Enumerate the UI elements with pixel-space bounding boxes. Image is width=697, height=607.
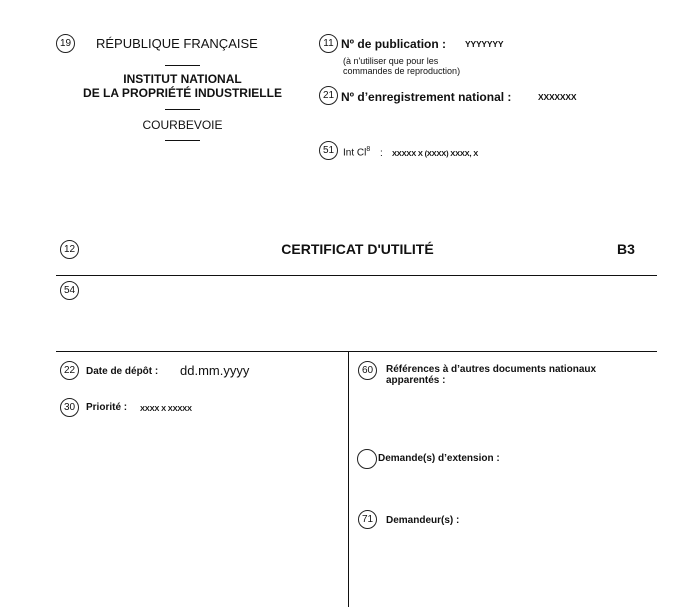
filing-date-label: Date de dépôt : bbox=[86, 366, 159, 377]
institute-line-1: INSTITUT NATIONAL bbox=[123, 72, 242, 86]
inid-code-22: 22 bbox=[60, 361, 79, 380]
inid-code-11: 11 bbox=[319, 34, 338, 53]
document-kind-code: B3 bbox=[617, 241, 635, 257]
divider-institute bbox=[165, 109, 200, 110]
title-rule bbox=[56, 275, 657, 276]
publication-note-line-2: commandes de reproduction) bbox=[343, 66, 461, 76]
document-title: CERTIFICAT D'UTILITÉ bbox=[281, 241, 434, 257]
divider-city bbox=[165, 140, 200, 141]
inid-code-51: 51 bbox=[319, 141, 338, 160]
int-cl-value: XXXXX X (XXXX) XXXX, X bbox=[392, 149, 479, 158]
references-label-line-1: Références à d’autres documents nationaux bbox=[386, 364, 597, 375]
priority-value: XXXX X XXXXX bbox=[140, 404, 192, 413]
column-divider bbox=[348, 352, 349, 607]
int-cl-label: Int Cl$^8$ bbox=[343, 146, 371, 159]
inid-code-54: 54 bbox=[60, 281, 79, 300]
office-city: COURBEVOIE bbox=[142, 118, 223, 132]
references-label-line-2: apparentés : bbox=[386, 375, 446, 386]
priority-label: Priorité : bbox=[86, 402, 128, 413]
inid-code-60: 60 bbox=[358, 361, 377, 380]
filing-date-value: dd.mm.yyyy bbox=[180, 363, 250, 378]
national-registration-number: XXXXXXX bbox=[538, 92, 577, 102]
inid-code-19: 19 bbox=[56, 34, 75, 53]
inid-code-12: 12 bbox=[60, 240, 79, 259]
publication-label: Nº de publication : bbox=[341, 37, 447, 51]
int-cl-colon: : bbox=[380, 148, 383, 159]
country-name: RÉPUBLIQUE FRANÇAISE bbox=[96, 36, 258, 51]
national-registration-label: Nº d’enregistrement national : bbox=[341, 90, 512, 104]
publication-note-line-1: (à n'utiliser que pour les bbox=[343, 56, 439, 66]
extension-label: Demande(s) d’extension : bbox=[378, 453, 500, 464]
publication-number: YYYYYYY bbox=[465, 39, 504, 49]
inid-code-empty bbox=[357, 449, 377, 469]
inid-code-21: 21 bbox=[319, 86, 338, 105]
divider-republic bbox=[165, 65, 200, 66]
section-rule bbox=[56, 351, 657, 352]
inid-code-71: 71 bbox=[358, 510, 377, 529]
applicant-label: Demandeur(s) : bbox=[386, 515, 460, 526]
institute-line-2: DE LA PROPRIÉTÉ INDUSTRIELLE bbox=[83, 86, 282, 100]
inid-code-30: 30 bbox=[60, 398, 79, 417]
